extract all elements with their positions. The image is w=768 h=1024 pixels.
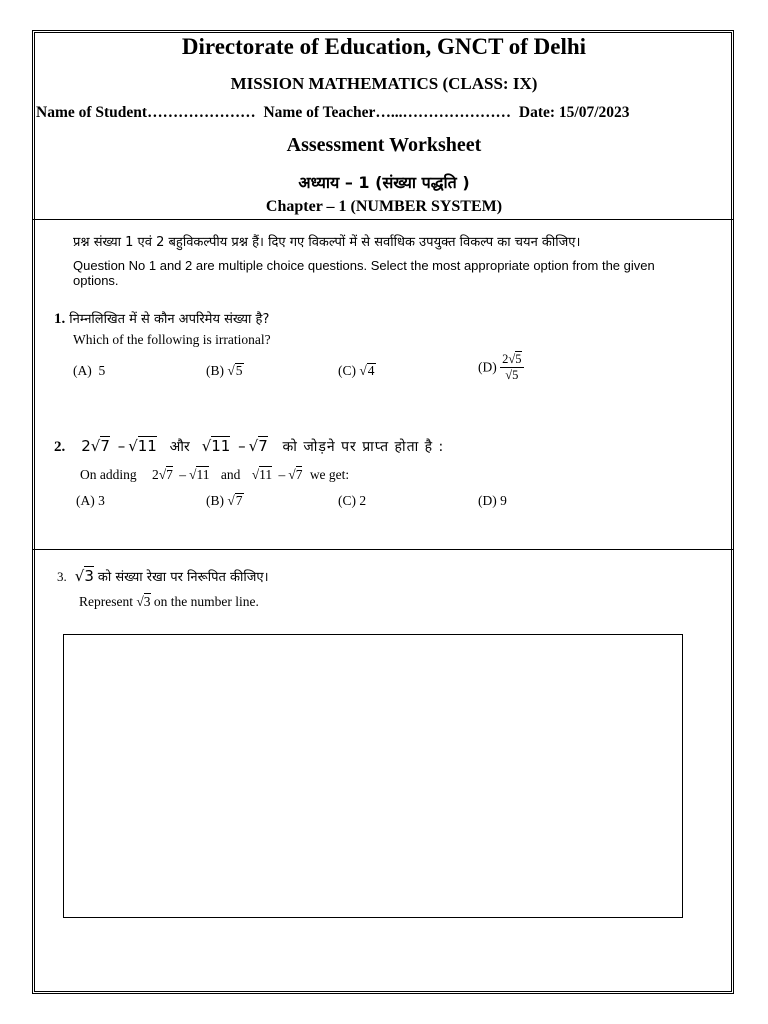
name-of-student-field[interactable]: Name of Student………………… (36, 104, 256, 121)
answer-box[interactable] (63, 634, 683, 918)
question-3-hindi: को संख्या रेखा पर निरूपित कीजिए। (97, 570, 269, 585)
page-subtitle: MISSION MATHEMATICS (CLASS: IX) (230, 74, 538, 93)
date-label: Date: 15/07/2023 (518, 104, 630, 121)
name-of-teacher-field[interactable]: Name of Teacher…...………………… (263, 104, 512, 121)
question-2-hindi-line: 2. 2√7 – √11 और √11 – √7 को जोड़ने पर प्राप्त होता है : (54, 437, 445, 455)
q2-option-c[interactable]: (C) 2 (338, 493, 367, 508)
question-1-english: Which of the following is irrational? (73, 332, 271, 347)
question-3-number: 3. (57, 569, 67, 584)
q1-option-d[interactable]: (D) $\frac{2√5}{√5}$ (478, 352, 522, 382)
q1-option-a[interactable]: (A) 5 (73, 363, 106, 378)
question-3-english: Represent √3 on the number line. (79, 594, 259, 609)
header-divider (33, 219, 734, 220)
q2-option-d[interactable]: (D) 9 (478, 493, 507, 508)
sqrt-symbol: √4 (359, 363, 375, 378)
instructions-english: Question No 1 and 2 are multiple choice questions. Select the most appropriate option from the given options. (73, 258, 655, 288)
q2-expression-2: √11 – √7 (201, 437, 268, 455)
q2-expression-1: 2√7 – √11 (81, 437, 157, 455)
question-2-number: 2. (54, 439, 66, 455)
chapter-title-hindi: अध्याय – 1 (संख्या पद्धति ) (298, 173, 470, 192)
question-3-hindi-line: 3. √3 को संख्या रेखा पर निरूपित कीजिए। (57, 567, 269, 585)
page-title: Directorate of Education, GNCT of Delhi (181, 34, 587, 59)
sqrt-symbol: √5 (227, 363, 243, 378)
worksheet-title: Assessment Worksheet (286, 134, 482, 156)
q1-option-c[interactable]: (C) √4 (338, 363, 375, 378)
q2-option-b[interactable]: (B) √7 (206, 493, 243, 508)
instructions-hindi: प्रश्न संख्या 1 एवं 2 बहुविकल्पीय प्रश्न हैं। दिए गए विकल्पों में से सर्वाधिक उपयुक्त विकल्प का चयन कीजिए। (73, 235, 581, 250)
q1-option-b[interactable]: (B) √5 (206, 363, 243, 378)
q2-option-a[interactable]: (A) 3 (76, 493, 105, 508)
question-1-hindi-line (54, 309, 269, 328)
student-teacher-date-line (36, 104, 630, 122)
question-1-hindi: निम्नलिखित में से कौन अपरिमेय संख्या है? (69, 312, 270, 327)
chapter-title-english: Chapter – 1 (NUMBER SYSTEM) (265, 198, 503, 215)
section-divider (33, 549, 734, 550)
question-2-english: On adding 2√7 – √11 and √11 – √7 we get: (80, 467, 350, 482)
fraction: $\frac{2√5}{√5}$ (502, 352, 522, 382)
question-1-number: 1. (54, 311, 66, 327)
